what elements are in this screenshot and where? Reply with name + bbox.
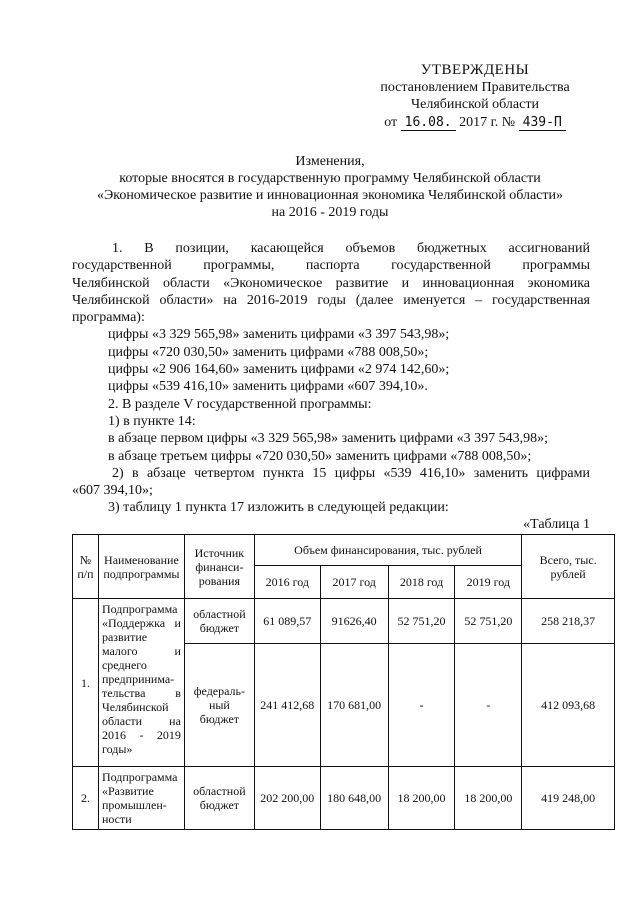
row-2019: - <box>455 644 522 767</box>
paragraph-2-item-3: 3) таблицу 1 пункта 17 изложить в следующей редакции: <box>108 500 449 516</box>
heading-line-1: Изменения, <box>295 154 365 169</box>
header-source: Источник финанси-рования <box>184 535 254 599</box>
paragraph-1-line-4: Челябинской области» на 2016-2019 годы (далее именуется – государственная <box>72 292 590 308</box>
replacement-3: цифры «2 906 164,60» заменить цифрами «2 974 142,60»; <box>108 362 450 378</box>
approval-prefix: от <box>384 115 398 130</box>
header-name: Наименование подпрограммы <box>98 535 184 599</box>
row-2018: - <box>388 644 455 767</box>
paragraph-1-line-5: программа): <box>72 310 145 326</box>
header-2018: 2018 год <box>388 566 455 599</box>
document-heading <box>70 153 590 221</box>
row-2017: 180 648,00 <box>320 767 388 830</box>
header-2017: 2017 год <box>320 566 388 599</box>
row-num: 1. <box>73 599 99 767</box>
row-2016: 61 089,57 <box>254 599 320 644</box>
replacement-4: цифры «539 416,10» заменить цифрами «607 394,10». <box>108 379 428 395</box>
row-2019: 52 751,20 <box>455 599 522 644</box>
heading-line-4: на 2016 - 2019 годы <box>271 205 389 220</box>
paragraph-2-item-1a: в абзаце первом цифры «3 329 565,98» заменить цифрами «3 397 543,98»; <box>108 431 548 447</box>
header-volume: Объем финансирования, тыс. рублей <box>254 535 521 566</box>
row-2018: 18 200,00 <box>388 767 455 830</box>
paragraph-1-line-2: государственной программы, паспорта государственной программы <box>72 258 590 274</box>
row-2019: 18 200,00 <box>455 767 522 830</box>
document-body <box>72 240 590 517</box>
paragraph-2: 2. В разделе V государственной программы: <box>108 396 372 412</box>
paragraph-2-item-2-line-2: «607 394,10»; <box>72 483 153 499</box>
row-num: 2. <box>73 767 99 830</box>
financing-table <box>72 534 615 830</box>
header-2019: 2019 год <box>455 566 522 599</box>
row-2017: 170 681,00 <box>320 644 388 767</box>
paragraph-1-line-3: Челябинской области «Экономическое развитие и инновационная экономика <box>72 275 590 291</box>
paragraph-2-item-2-line-1: 2) в абзаце четвертом пункта 15 цифры «539 416,10» заменить цифрами <box>112 465 590 481</box>
approval-title: УТВЕРЖДЕНЫ <box>420 62 530 78</box>
row-name: Подпрограмма «Развитие промышлен-ности <box>98 767 184 830</box>
replacement-2: цифры «720 030,50» заменить цифрами «788 008,50»; <box>108 344 429 360</box>
header-2016: 2016 год <box>254 566 320 599</box>
approval-number: 439-П <box>519 116 566 131</box>
row-total: 412 093,68 <box>522 644 615 767</box>
table-caption: «Таблица 1 <box>523 517 590 532</box>
header-total: Всего, тыс. рублей <box>522 535 615 599</box>
approval-line-2: Челябинской области <box>411 97 539 112</box>
row-name: Подпрограмма «Поддержка и развитие малого и среднего предпринима-тельства в Челябинской области на 2016 - 2019 годы» <box>98 599 184 767</box>
replacement-1: цифры «3 329 565,98» заменить цифрами «3 397 543,98»; <box>108 327 450 343</box>
row-2017: 91626,40 <box>320 599 388 644</box>
row-2016: 202 200,00 <box>254 767 320 830</box>
approval-date-line <box>360 114 590 131</box>
heading-line-2: которые вносятся в государственную программу Челябинской области <box>119 171 541 186</box>
row-2016: 241 412,68 <box>254 644 320 767</box>
table-row <box>73 767 615 830</box>
table-row <box>73 599 615 644</box>
approval-block <box>360 62 590 131</box>
row-2018: 52 751,20 <box>388 599 455 644</box>
row-source: областной бюджет <box>184 599 254 644</box>
row-total: 419 248,00 <box>522 767 615 830</box>
row-total: 258 218,37 <box>522 599 615 644</box>
heading-line-3: «Экономическое развитие и инновационная экономика Челябинской области» <box>96 188 564 203</box>
paragraph-2-item-1b: в абзаце третьем цифры «720 030,50» заменить цифрами «788 008,50»; <box>108 448 532 464</box>
approval-date: 16.08. <box>401 116 456 131</box>
row-source: федераль-ный бюджет <box>184 644 254 767</box>
header-num: № п/п <box>73 535 99 599</box>
paragraph-2-item-1: 1) в пункте 14: <box>108 413 196 429</box>
approval-line-1: постановлением Правительства <box>380 80 570 95</box>
paragraph-1-line-1: 1. В позиции, касающейся объемов бюджетных ассигнований <box>112 241 590 256</box>
approval-year: 2017 г. № <box>459 115 516 130</box>
table-header-row <box>73 535 615 566</box>
row-source: областной бюджет <box>184 767 254 830</box>
